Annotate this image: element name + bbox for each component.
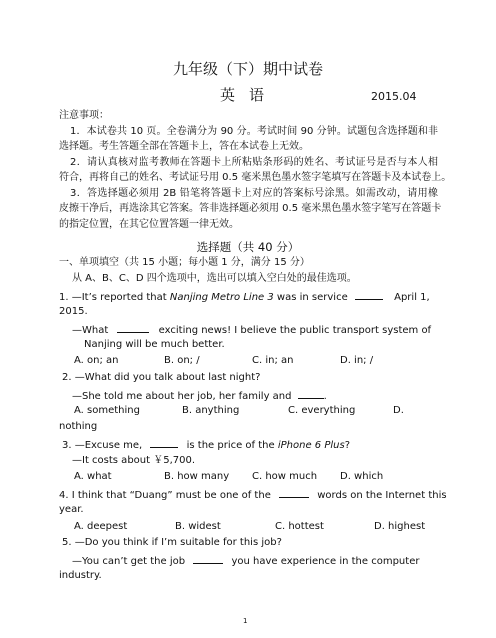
exam-date: 2015.04 — [371, 90, 417, 103]
question-5-line2: —You can’t get the job you have experience in the computer — [72, 556, 420, 567]
question-3-line2: —It costs about ￥5,700. — [72, 455, 196, 466]
question-2-option-d-text: nothing — [59, 421, 98, 432]
question-2-option-b[interactable]: B. anything — [182, 405, 240, 416]
question-1-line4: Nanjing will be much better. — [84, 339, 225, 350]
question-4-option-d[interactable]: D. highest — [374, 521, 426, 532]
notice-p3-line3: 的指定位置，在其它位置答题一律无效。 — [59, 219, 239, 230]
blank-4[interactable] — [279, 488, 309, 498]
question-1-line2: 2015. — [59, 306, 88, 317]
question-4-option-c[interactable]: C. hottest — [275, 521, 324, 532]
blank-2[interactable] — [298, 389, 324, 399]
notice-p1-line1: 1．本试卷共 10 页。全卷满分为 90 分。考试时间 90 分钟。试题包含选择题和非 — [70, 126, 438, 137]
question-4-line1: 4. I think that “Duang” must be one of the words on the Internet this — [59, 490, 447, 501]
question-2-option-c[interactable]: C. everything — [288, 405, 356, 416]
question-1-option-c[interactable]: C. in; an — [252, 355, 294, 366]
question-3-option-b[interactable]: B. how many — [164, 471, 230, 482]
page-number: 1 — [243, 617, 248, 625]
blank-1b[interactable] — [117, 323, 149, 333]
blank-5[interactable] — [193, 554, 223, 564]
question-4-line2: year. — [59, 504, 84, 515]
question-1-option-b[interactable]: B. on; / — [164, 355, 200, 366]
question-5-line1: 5. —Do you think if I’m suitable for this job? — [62, 537, 282, 548]
blank-1a[interactable] — [355, 290, 383, 300]
question-2-line2: —She told me about her job, her family and . — [72, 391, 327, 402]
notice-p3-line1: 3．答选择题必须用 2B 铅笔将答题卡上对应的答案标号涂黑。如需改动，请用橡 — [70, 188, 438, 199]
question-3-option-a[interactable]: A. what — [74, 471, 112, 482]
notice-p2-line1: 2．请认真核对监考教师在答题卡上所粘贴条形码的姓名、考试证号是否与本人相 — [70, 157, 438, 168]
question-3-option-c[interactable]: C. how much — [252, 471, 318, 482]
notice-p2-line2: 符合，再将自己的姓名、考试证号用 0.5 毫米黑色墨水签字笔填写在答题卡及本试卷上。 — [59, 172, 452, 183]
blank-3[interactable] — [150, 438, 178, 448]
question-4-option-a[interactable]: A. deepest — [74, 521, 128, 532]
exam-title: 九年级（下）期中试卷 — [172, 60, 323, 78]
part-heading: 一、单项填空（共 15 小题；每小题 1 分，满分 15 分） — [59, 257, 310, 268]
notice-heading: 注意事项： — [59, 110, 109, 121]
question-1-line3: —What exciting news! I believe the public transport system of — [72, 325, 432, 336]
subject-title: 英语 — [220, 86, 279, 104]
question-2-line1: 2. —What did you talk about last night? — [62, 372, 261, 383]
question-1-line1: 1. —It’s reported that Nanjing Metro Line 3 was in service April 1, — [59, 292, 430, 303]
question-2-option-d[interactable]: D. — [393, 405, 404, 416]
question-3-option-d[interactable]: D. which — [340, 471, 384, 482]
question-3-line1: 3. —Excuse me, is the price of the iPhone 6 Plus? — [62, 440, 351, 451]
part-instruction: 从 A、B、C、D 四个选项中，选出可以填入空白处的最佳选项。 — [72, 273, 357, 284]
question-4-option-b[interactable]: B. widest — [175, 521, 221, 532]
question-5-line3: industry. — [59, 570, 102, 581]
notice-p1-line2: 选择题。考生答题全部在答题卡上，答在本试卷上无效。 — [59, 141, 309, 152]
question-2-option-a[interactable]: A. something — [74, 405, 140, 416]
question-1-option-d[interactable]: D. in; / — [340, 355, 374, 366]
notice-p3-line2: 皮擦干净后，再选涂其它答案。答非选择题必须用 0.5 毫米黑色墨水签字笔写在答题卡 — [59, 203, 442, 214]
section-title: 选择题（共 40 分） — [196, 240, 300, 254]
question-1-option-a[interactable]: A. on; an — [74, 355, 119, 366]
